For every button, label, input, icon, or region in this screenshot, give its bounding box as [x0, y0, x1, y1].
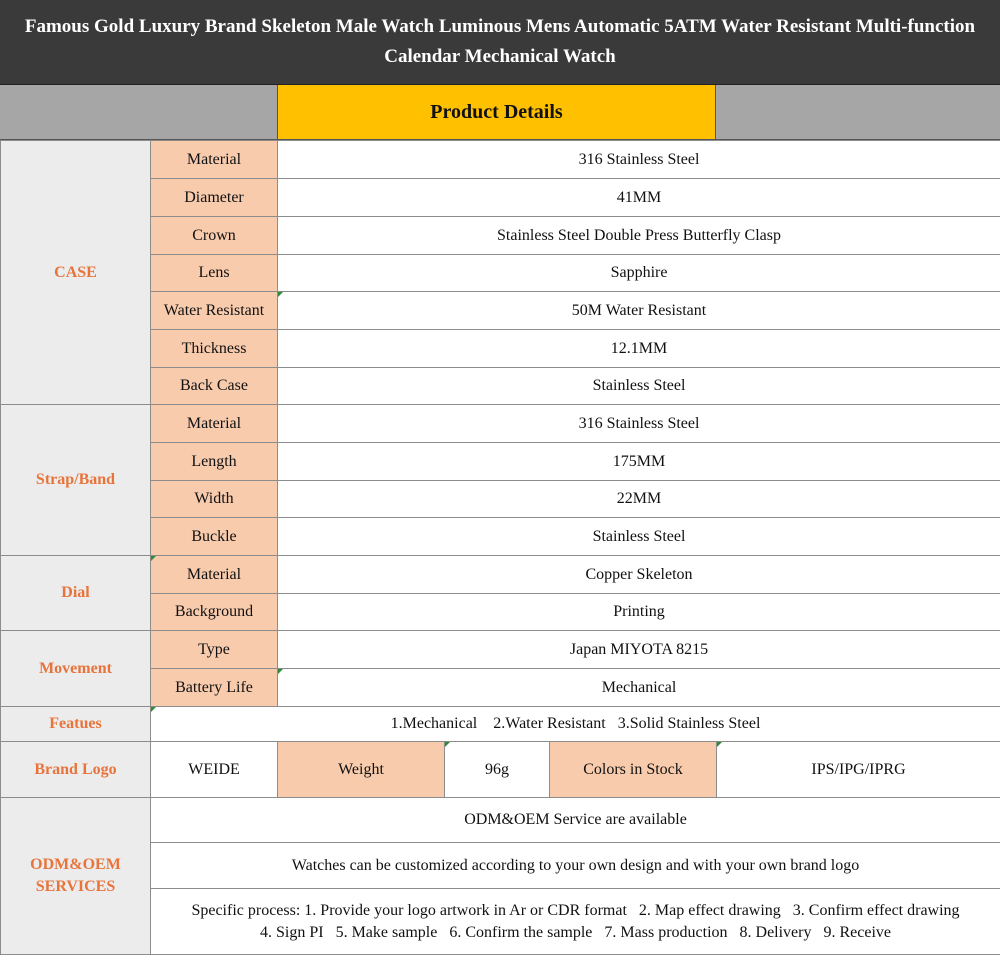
services-category-line1: ODM&OEM — [1, 854, 150, 876]
spec-value: 50M Water Resistant — [278, 292, 1000, 330]
services-line2: Watches can be customized according to your own design and with your own brand logo — [151, 843, 1000, 889]
process-line2: 4. Sign PI 5. Make sample 6. Confirm the sample 7. Mass production 8. Delivery 9. Receive — [151, 922, 1000, 944]
spec-value: Stainless Steel Double Press Butterfly Clasp — [278, 217, 1000, 255]
spec-label: Type — [151, 631, 278, 669]
spec-label: Material — [151, 405, 278, 443]
table-row — [1, 631, 1000, 669]
spec-label: Battery Life — [151, 669, 278, 707]
table-row — [1, 179, 1000, 217]
weight-label: Weight — [278, 742, 445, 798]
table-row — [1, 889, 1000, 955]
table-row — [1, 518, 1000, 556]
spec-label: Width — [151, 481, 278, 518]
table-row — [1, 669, 1000, 707]
table-row — [1, 707, 1000, 742]
spec-table — [0, 140, 1000, 955]
table-row — [1, 141, 1000, 179]
features-value: 1.Mechanical 2.Water Resistant 3.Solid Stainless Steel — [151, 707, 1000, 742]
spec-value: Printing — [278, 594, 1000, 631]
table-row — [1, 594, 1000, 631]
spec-label: Water Resistant — [151, 292, 278, 330]
spec-value: Stainless Steel — [278, 518, 1000, 556]
category-dial: Dial — [1, 556, 151, 631]
spec-label: Diameter — [151, 179, 278, 217]
services-line1: ODM&OEM Service are available — [151, 798, 1000, 843]
weight-value: 96g — [445, 742, 550, 798]
spec-label: Material — [151, 556, 278, 594]
table-row — [1, 742, 1000, 798]
product-title: Famous Gold Luxury Brand Skeleton Male Watch Luminous Mens Automatic 5ATM Water Resistant Multi-function Calendar Mechanical Watch — [0, 0, 1000, 85]
spec-value: 316 Stainless Steel — [278, 141, 1000, 179]
spec-value: Japan MIYOTA 8215 — [278, 631, 1000, 669]
product-details-header-row — [0, 85, 1000, 140]
services-category-line2: SERVICES — [1, 876, 150, 898]
spec-value: 12.1MM — [278, 330, 1000, 368]
category-strap-band: Strap/Band — [1, 405, 151, 556]
table-row — [1, 405, 1000, 443]
category-case: CASE — [1, 141, 151, 405]
table-row — [1, 481, 1000, 518]
product-details-heading: Product Details — [277, 85, 716, 139]
spec-value: 22MM — [278, 481, 1000, 518]
category-features: Featues — [1, 707, 151, 742]
spec-value: Mechanical — [278, 669, 1000, 707]
spec-label: Thickness — [151, 330, 278, 368]
colors-label: Colors in Stock — [550, 742, 717, 798]
category-brand-logo: Brand Logo — [1, 742, 151, 798]
table-row — [1, 443, 1000, 481]
services-process — [151, 889, 1000, 955]
table-row — [1, 556, 1000, 594]
spec-label: Background — [151, 594, 278, 631]
spec-label: Material — [151, 141, 278, 179]
process-line1: Specific process: 1. Provide your logo artwork in Ar or CDR format 2. Map effect drawing 3. Confirm effect drawing — [151, 900, 1000, 922]
spec-label: Crown — [151, 217, 278, 255]
spec-value: 316 Stainless Steel — [278, 405, 1000, 443]
spec-label: Back Case — [151, 368, 278, 405]
table-row — [1, 843, 1000, 889]
table-row — [1, 368, 1000, 405]
table-row — [1, 330, 1000, 368]
spec-label: Length — [151, 443, 278, 481]
table-row — [1, 798, 1000, 843]
spec-label: Lens — [151, 255, 278, 292]
spec-value: Stainless Steel — [278, 368, 1000, 405]
spec-value: 41MM — [278, 179, 1000, 217]
spec-label: Buckle — [151, 518, 278, 556]
spec-value: Copper Skeleton — [278, 556, 1000, 594]
table-row — [1, 255, 1000, 292]
category-movement: Movement — [1, 631, 151, 707]
table-row — [1, 217, 1000, 255]
spec-value: Sapphire — [278, 255, 1000, 292]
spec-value: 175MM — [278, 443, 1000, 481]
brand-logo-value: WEIDE — [151, 742, 278, 798]
category-services — [1, 798, 151, 955]
table-row — [1, 292, 1000, 330]
colors-value: IPS/IPG/IPRG — [717, 742, 1000, 798]
